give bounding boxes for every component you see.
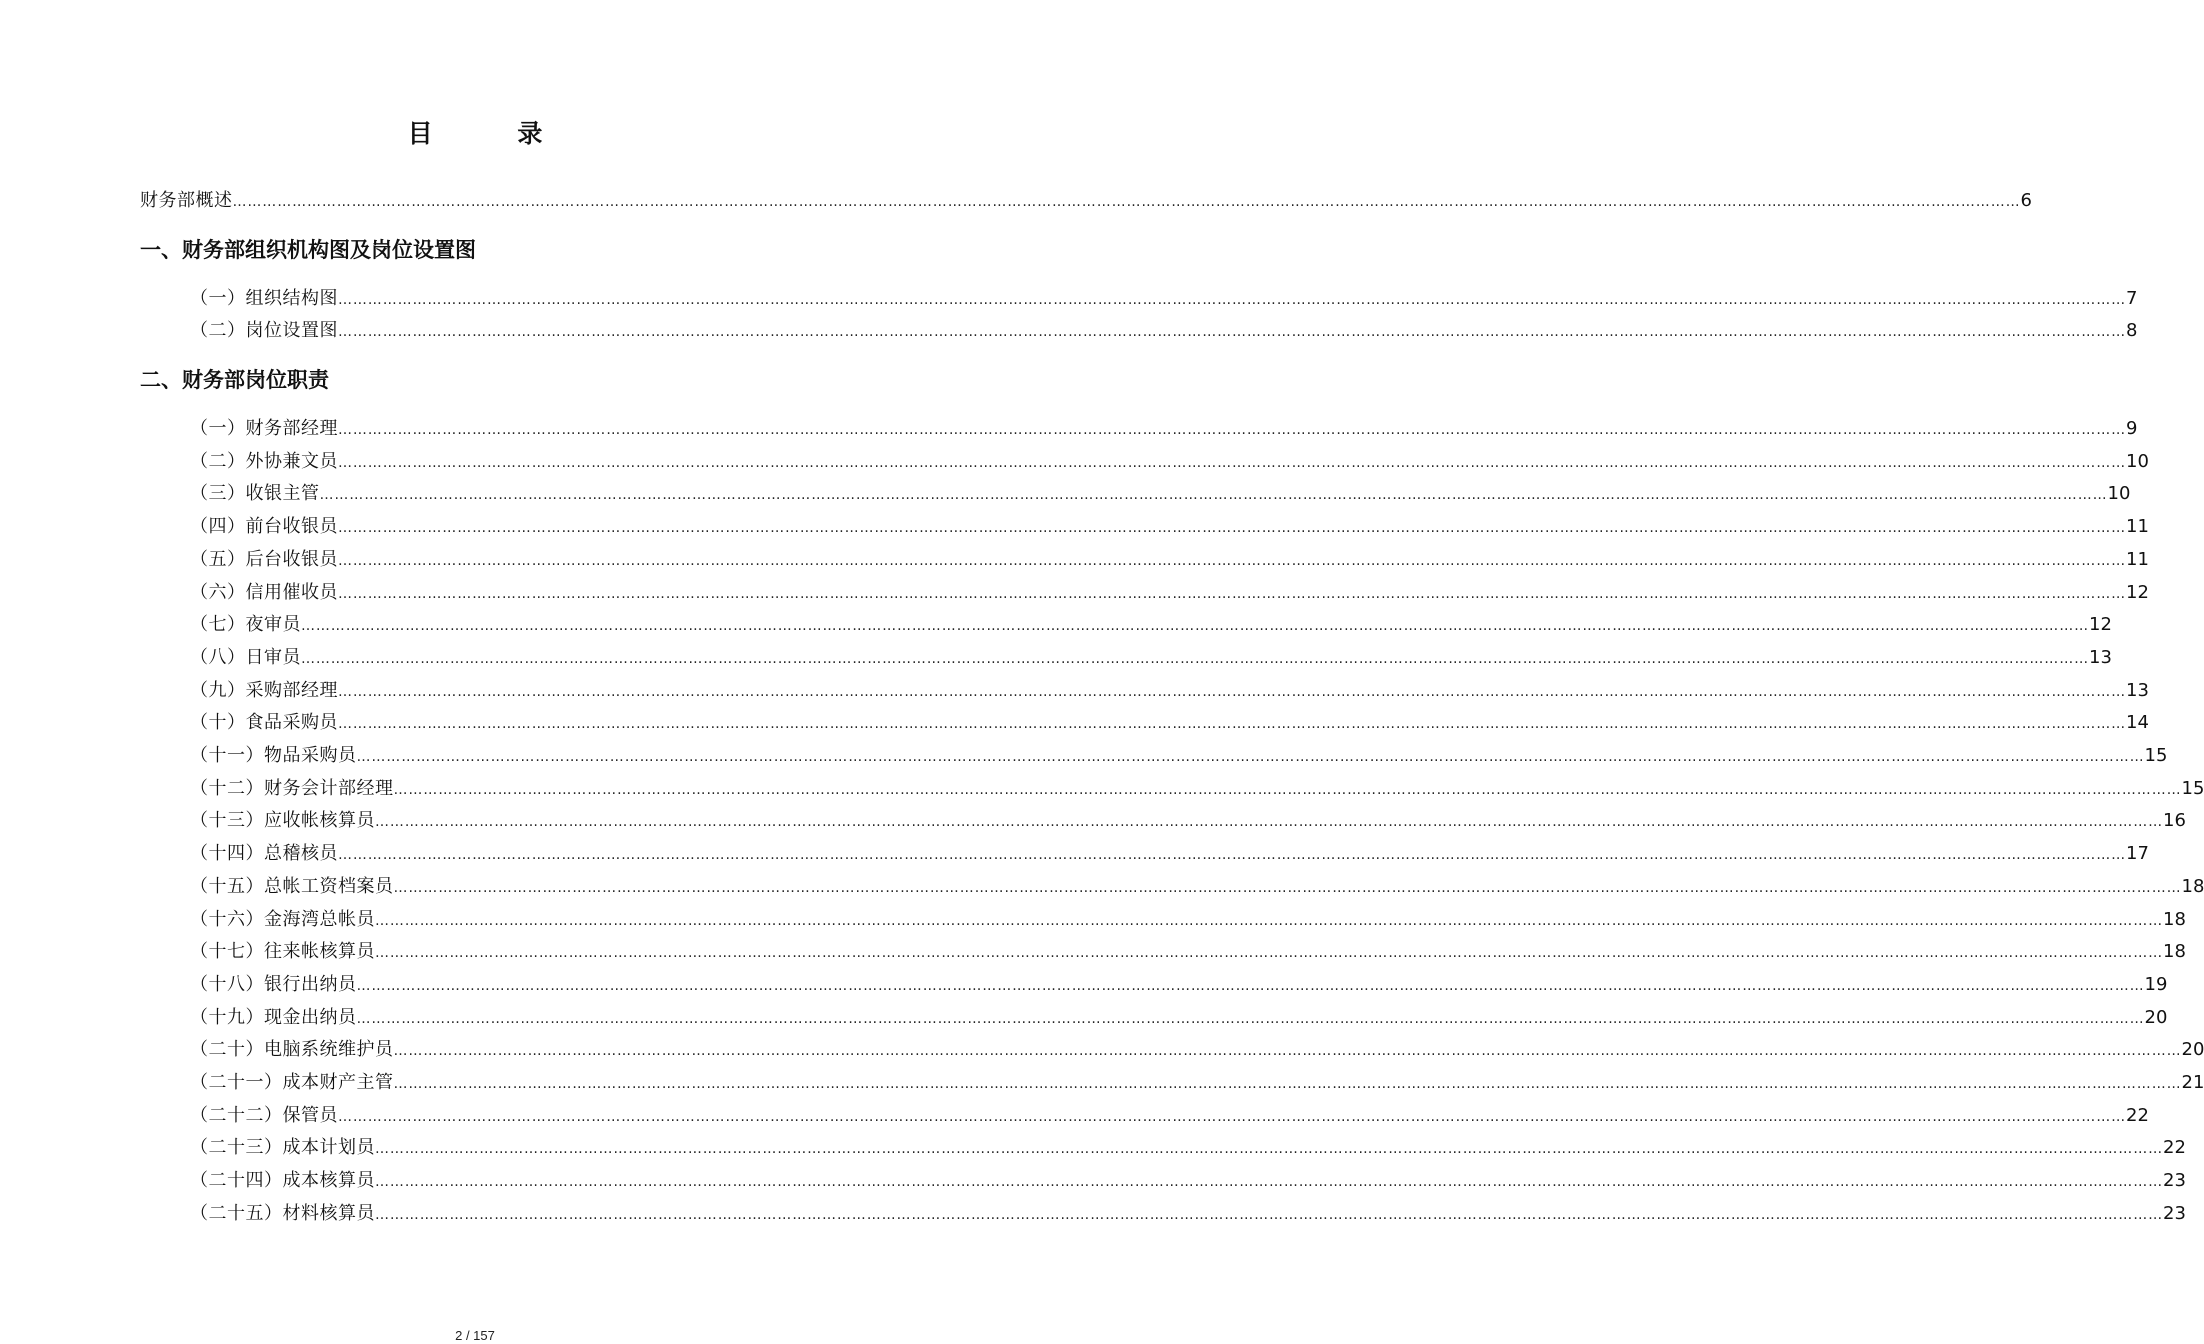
dot-leader: ……………………………………………………………………………………………………………………………………………………………………………………………………………………………………………………………………………………………………………………………… — [338, 1108, 2126, 1125]
toc-entry[interactable] — [190, 743, 2168, 769]
toc-entry[interactable] — [190, 678, 2149, 704]
toc-entry-page: 12 — [2089, 614, 2112, 636]
toc-entry[interactable] — [190, 318, 2138, 344]
toc-entry-page: 20 — [2144, 1006, 2168, 1028]
toc-entry-page: 12 — [2126, 581, 2149, 603]
toc-entry-label: （十九）现金出纳员 — [190, 1006, 357, 1028]
toc-entry[interactable] — [190, 1168, 2186, 1194]
toc-entry-label: （二）外协兼文员 — [190, 450, 338, 472]
toc-entry-label: （十七）往来帐核算员 — [190, 941, 375, 963]
toc-entry-page: 17 — [2126, 843, 2149, 865]
dot-leader: ……………………………………………………………………………………………………………………………………………………………………………………………………………………………………………………………………………………………………………………………… — [393, 879, 2182, 896]
toc-entry-label: （二十二）保管员 — [190, 1104, 338, 1126]
toc-entry-page: 15 — [2181, 777, 2204, 799]
toc-entry[interactable] — [190, 1070, 2204, 1096]
toc-entry[interactable] — [190, 449, 2149, 475]
toc-entry-page: 10 — [2107, 483, 2131, 505]
dot-leader: ……………………………………………………………………………………………………………………………………………………………………………………………………………………………………………………………………………………………………………………………… — [375, 814, 2163, 831]
toc-entry-label: （二十三）成本计划员 — [190, 1137, 375, 1159]
toc-entry-page: 11 — [2126, 548, 2149, 570]
dot-leader: ……………………………………………………………………………………………………………………………………………………………………………………………………………………………………………………………………………………………………………………………… — [393, 1043, 2182, 1060]
toc-entry[interactable] — [190, 1135, 2186, 1161]
toc-entry-label: （二十一）成本财产主管 — [190, 1072, 394, 1093]
dot-leader: ……………………………………………………………………………………………………………………………………………………………………………………………………………………………………………………………………………………………………………………………… — [338, 716, 2126, 733]
toc-entry-page: 8 — [2126, 320, 2138, 341]
dot-leader: ……………………………………………………………………………………………………………………………………………………………………………………………………………………………………………………………………………………………………………………………… — [338, 422, 2126, 438]
toc-entry[interactable] — [190, 907, 2186, 933]
toc-entry-label: （六）信用催收员 — [190, 581, 338, 603]
section-heading-job-duties: 二、财务部岗位职责 — [140, 368, 329, 392]
dot-leader: ……………………………………………………………………………………………………………………………………………………………………………………………………………………………………………………………………………………………………………………………… — [375, 912, 2163, 929]
toc-entry-label: （二十）电脑系统维护员 — [190, 1039, 394, 1061]
toc-entry-page: 18 — [2181, 875, 2204, 897]
toc-entry[interactable] — [190, 612, 2112, 638]
dot-leader: ……………………………………………………………………………………………………………………………………………………………………………………………………………………………………………………………………………………………………………………………… — [375, 1141, 2163, 1158]
dot-leader: ……………………………………………………………………………………………………………………………………………………………………………………………………………………………………………………………………………………………………………………………… — [232, 194, 2021, 210]
toc-entry-label: （二）岗位设置图 — [190, 320, 338, 341]
toc-entry[interactable] — [190, 939, 2186, 965]
dot-leader: ……………………………………………………………………………………………………………………………………………………………………………………………………………………………………………………………………………………………………………………………… — [338, 292, 2126, 308]
dot-leader: ……………………………………………………………………………………………………………………………………………………………………………………………………………………………………………………………………………………………………………………………… — [338, 454, 2126, 471]
dot-leader: ……………………………………………………………………………………………………………………………………………………………………………………………………………………………………………………………………………………………………………………………… — [338, 847, 2126, 864]
toc-entry[interactable] — [190, 286, 2138, 312]
toc-entry-page: 22 — [2126, 1104, 2149, 1126]
toc-entry-page: 20 — [2181, 1039, 2204, 1061]
toc-entry-label: （十）食品采购员 — [190, 712, 338, 734]
toc-entry-label: （一）组织结构图 — [190, 288, 338, 309]
dot-leader: ……………………………………………………………………………………………………………………………………………………………………………………………………………………………………………………………………………………………………………………………… — [375, 1206, 2163, 1223]
dot-leader: ……………………………………………………………………………………………………………………………………………………………………………………………………………………………………………………………………………………………………………………………… — [338, 552, 2126, 569]
toc-entry-page: 11 — [2126, 516, 2149, 538]
toc-entry[interactable] — [190, 1201, 2186, 1227]
dot-leader: ……………………………………………………………………………………………………………………………………………………………………………………………………………………………………………………………………………………………………………………………… — [301, 650, 2089, 667]
toc-entry[interactable] — [190, 514, 2149, 540]
dot-leader: ……………………………………………………………………………………………………………………………………………………………………………………………………………………………………………………………………………………………………………………………… — [338, 683, 2126, 700]
toc-entry[interactable] — [190, 1005, 2168, 1031]
toc-entry-label: （十八）银行出纳员 — [190, 973, 357, 995]
toc-entry[interactable] — [190, 580, 2149, 606]
dot-leader: ……………………………………………………………………………………………………………………………………………………………………………………………………………………………………………………………………………………………………………………………… — [393, 1076, 2182, 1092]
toc-entry[interactable] — [190, 776, 2204, 802]
toc-entry[interactable] — [190, 710, 2149, 736]
toc-entry-page: 13 — [2089, 646, 2112, 668]
toc-entry[interactable] — [190, 972, 2168, 998]
toc-entry-label: （一）财务部经理 — [190, 418, 338, 439]
toc-entry-label: （五）后台收银员 — [190, 548, 338, 570]
toc-entry-label: （二十五）材料核算员 — [190, 1202, 375, 1224]
toc-entry[interactable] — [190, 416, 2138, 442]
toc-entry-page: 15 — [2144, 745, 2168, 766]
dot-leader: ……………………………………………………………………………………………………………………………………………………………………………………………………………………………………………………………………………………………………………………………… — [356, 1010, 2145, 1027]
toc-entry-page: 23 — [2163, 1202, 2186, 1224]
dot-leader: ……………………………………………………………………………………………………………………………………………………………………………………………………………………………………………………………………………………………………………………………… — [356, 749, 2145, 765]
toc-entry-page: 16 — [2163, 810, 2186, 832]
toc-entry-page: 22 — [2163, 1137, 2186, 1159]
toc-entry-page: 23 — [2163, 1170, 2186, 1192]
toc-entry-label: （十二）财务会计部经理 — [190, 777, 394, 799]
toc-entry[interactable] — [190, 874, 2204, 900]
toc-entry-page: 14 — [2126, 712, 2149, 734]
toc-entry[interactable] — [190, 547, 2149, 573]
toc-entry-label: （十四）总稽核员 — [190, 843, 338, 865]
section-heading-org-chart: 一、财务部组织机构图及岗位设置图 — [140, 238, 476, 262]
toc-entry[interactable] — [190, 481, 2131, 507]
page-indicator: 2 / 157 — [455, 1328, 495, 1343]
dot-leader: ……………………………………………………………………………………………………………………………………………………………………………………………………………………………………………………………………………………………………………………………… — [338, 520, 2126, 537]
dot-leader: ……………………………………………………………………………………………………………………………………………………………………………………………………………………………………………………………………………………………………………………………… — [301, 618, 2089, 635]
toc-entry-label: （九）采购部经理 — [190, 679, 338, 701]
toc-entry-page: 19 — [2144, 973, 2168, 995]
toc-entry-page: 7 — [2126, 288, 2138, 309]
toc-entry-label: （十三）应收帐核算员 — [190, 810, 375, 832]
toc-entry-label: （十一）物品采购员 — [190, 745, 357, 766]
toc-entry-label: （十六）金海湾总帐员 — [190, 908, 375, 930]
dot-leader: ……………………………………………………………………………………………………………………………………………………………………………………………………………………………………………………………………………………………………………………………… — [356, 977, 2145, 994]
toc-entry-label: （三）收银主管 — [190, 483, 320, 505]
dot-leader: ……………………………………………………………………………………………………………………………………………………………………………………………………………………………………………………………………………………………………………………………… — [375, 1174, 2163, 1191]
dot-leader: ……………………………………………………………………………………………………………………………………………………………………………………………………………………………………………………………………………………………………………………………… — [338, 324, 2126, 340]
dot-leader: ……………………………………………………………………………………………………………………………………………………………………………………………………………………………………………………………………………………………………………………………… — [375, 945, 2163, 962]
toc-entry-page: 13 — [2126, 679, 2149, 701]
toc-entry-label: （八）日审员 — [190, 646, 301, 668]
toc-entry-page: 6 — [2020, 190, 2032, 211]
toc-entry-label: （七）夜审员 — [190, 614, 301, 636]
toc-entry-label: （十五）总帐工资档案员 — [190, 875, 394, 897]
toc-entry-page: 18 — [2163, 908, 2186, 930]
toc-entry[interactable] — [190, 808, 2186, 834]
toc-entry[interactable] — [190, 1037, 2204, 1063]
toc-entry-page: 18 — [2163, 941, 2186, 963]
toc-entry-label: 财务部概述 — [140, 190, 233, 211]
toc-entry-overview[interactable] — [140, 188, 2032, 214]
page-title: 目 录 — [407, 119, 581, 148]
dot-leader: ……………………………………………………………………………………………………………………………………………………………………………………………………………………………………………………………………………………………………………………………… — [338, 585, 2126, 602]
toc-entry-label: （二十四）成本核算员 — [190, 1170, 375, 1192]
toc-entry[interactable] — [190, 1103, 2149, 1129]
toc-entry-page: 9 — [2126, 418, 2138, 439]
toc-entry[interactable] — [190, 841, 2149, 867]
dot-leader: ……………………………………………………………………………………………………………………………………………………………………………………………………………………………………………………………………………………………………………………………… — [393, 781, 2182, 798]
toc-entry-page: 10 — [2126, 450, 2149, 472]
toc-entry-page: 21 — [2181, 1072, 2204, 1093]
toc-entry[interactable] — [190, 645, 2112, 671]
dot-leader: ……………………………………………………………………………………………………………………………………………………………………………………………………………………………………………………………………………………………………………………………… — [319, 487, 2108, 504]
toc-entry-label: （四）前台收银员 — [190, 516, 338, 538]
